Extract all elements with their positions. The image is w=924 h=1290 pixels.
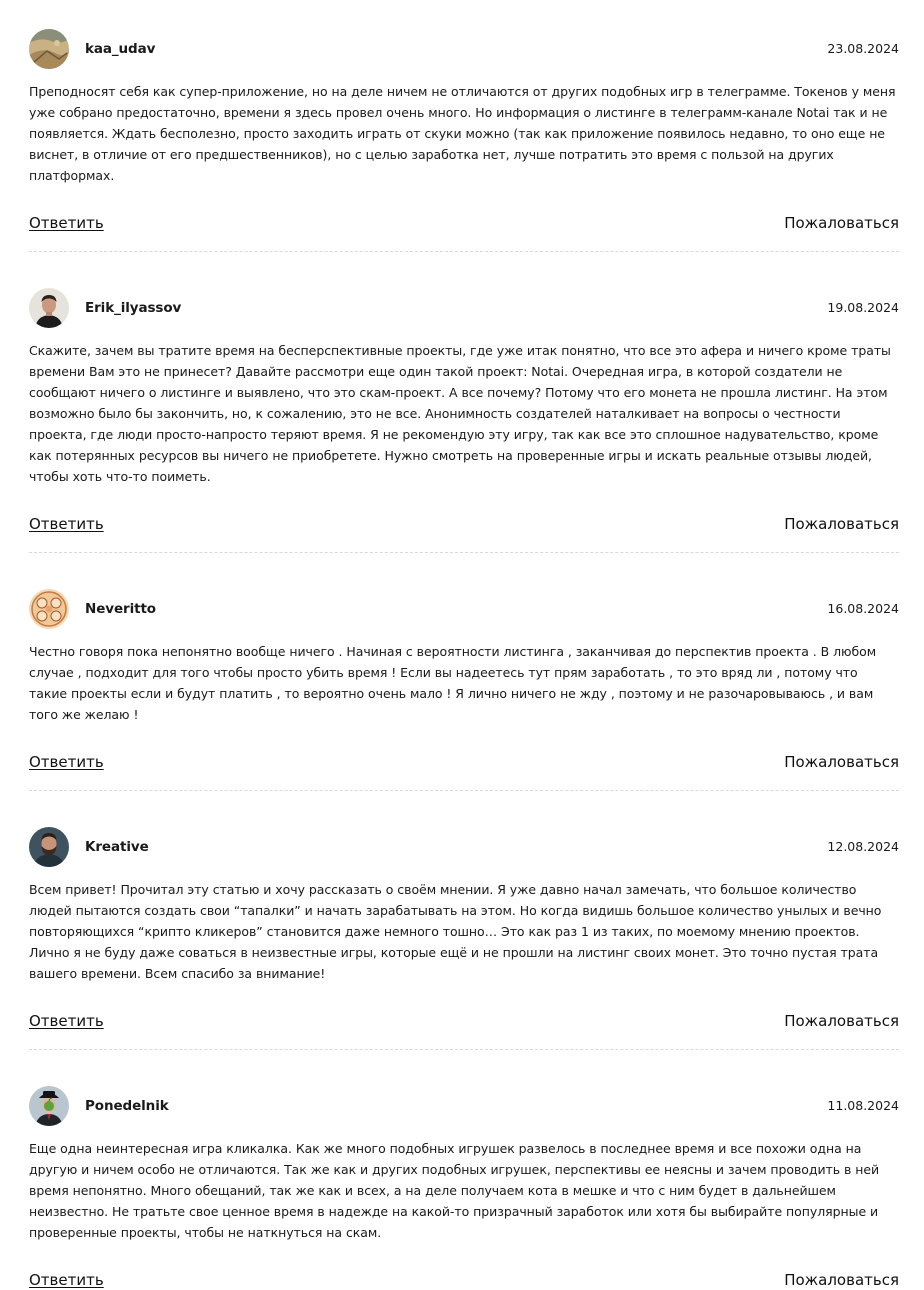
comment-text: Еще одна неинтересная игра кликалка. Как же много подобных игрушек развелось в последнее время и все похожи одна на другую и ничем особо не отличаются. Так же как и других подобных игрушек, перспективы ее неясны и зачем проводить в ней время непонятно. Много обещаний, так же как и всех, а на деле получаем кота в мешке и что с ним будет в дальнейшем неизвестно. Не тратьте свое ценное время в надежде на какой-то призрачный заработок или хотя бы выбирайте популярные и проверенные проекты, чтобы не наткнуться на скам. — [29, 1141, 880, 1240]
username: kaa_udav — [85, 41, 156, 57]
username: Kreative — [85, 839, 149, 855]
comment-date: 16.08.2024 — [827, 601, 899, 616]
comment-actions — [29, 752, 899, 772]
user-avatar[interactable] — [29, 29, 69, 69]
username: Ponedelnik — [85, 1098, 169, 1114]
user-avatar[interactable] — [29, 288, 69, 328]
comment-date: 12.08.2024 — [827, 839, 899, 854]
comment-actions — [29, 213, 899, 233]
comment-actions — [29, 1011, 899, 1031]
cartoon-faces-avatar-icon — [29, 589, 69, 629]
comment-header — [29, 589, 899, 629]
comment-text: Честно говоря пока непонятно вообще ничего . Начиная с вероятности листинга , заканчивая до перспектив проекта . В любом случае , подходит для того чтобы просто убить время ! Если вы надеетесь тут прям заработать , то это вряд ли , потому что такие проекты если и будут платить , то вероятно очень мало ! Я лично ничего не жду , поэтому и не разочаровываюсь , и вам того же желаю ! — [29, 644, 877, 722]
comment-header — [29, 827, 899, 867]
apple-face-man-avatar-icon — [29, 1086, 69, 1126]
comment-date: 23.08.2024 — [827, 41, 899, 56]
report-link[interactable]: Пожаловаться — [784, 1012, 899, 1030]
comment-date: 11.08.2024 — [827, 1098, 899, 1113]
comment-item — [29, 791, 899, 1050]
comment-item — [29, 252, 899, 553]
comment-header — [29, 288, 899, 328]
user-avatar[interactable] — [29, 589, 69, 629]
username: Neveritto — [85, 601, 156, 617]
comment-actions — [29, 1270, 899, 1290]
report-link[interactable]: Пожаловаться — [784, 1271, 899, 1289]
comment-text: Скажите, зачем вы тратите время на бесперспективные проекты, где уже итак понятно, что все это афера и ничего кроме траты времени Вам это не принесет? Давайте рассмотри еще один такой проект: Notai. Очередная игра, в которой создатели не сообщают ничего о листинге и выявлено, что это скам-проект. А все почему? Потому что его монета не прошла листинг. На этом возможно было бы закончить, но, к сожалению, это не все. Анонимность создателей наталкивает на вопросы о честности проекта, где люди просто-напросто теряют время. Я не рекомендую эту игру, так как все это сплошное надувательство, кроме как потерянных ресурсов вы ничего не приобретете. Нужно смотреть на проверенные игры и искать реальные отзывы людей, чтобы хоть что-то поиметь. — [29, 343, 891, 484]
report-link[interactable]: Пожаловаться — [784, 753, 899, 771]
comment-item — [29, 553, 899, 791]
comment-date: 19.08.2024 — [827, 300, 899, 315]
reply-link[interactable]: Ответить — [29, 1012, 104, 1030]
reply-link[interactable]: Ответить — [29, 214, 104, 232]
user-avatar[interactable] — [29, 827, 69, 867]
comment-text: Всем привет! Прочитал эту статью и хочу рассказать о своём мнении. Я уже давно начал замечать, что большое количество людей пытаются создать свои “тапалки” и начать зарабатывать на этом. Но когда видишь большое количество унылых и вечно повторяющихся “крипто кликеров” становится даже немного тошно… Это как раз 1 из таких, по моемому мнению проектов. Лично я не буду даже соваться в неизвестные игры, которые ещё и не прошли на листинг своих монет. Это точно пустая трата вашего времени. Всем спасибо за внимание! — [29, 882, 882, 981]
comment-actions — [29, 514, 899, 534]
man-portrait-avatar-icon — [29, 288, 69, 328]
report-link[interactable]: Пожаловаться — [784, 515, 899, 533]
user-avatar[interactable] — [29, 1086, 69, 1126]
reply-link[interactable]: Ответить — [29, 1271, 104, 1289]
reply-link[interactable]: Ответить — [29, 753, 104, 771]
comment-item — [29, 1050, 899, 1290]
report-link[interactable]: Пожаловаться — [784, 214, 899, 232]
bearded-man-avatar-icon — [29, 827, 69, 867]
comment-text: Преподносят себя как супер-приложение, но на деле ничем не отличаются от других подобных игр в телеграмме. Токенов у меня уже собрано предостаточно, времени я здесь провел очень много. Но информация о листинге в телеграмм-канале Notai так и не появляется. Ждать бесполезно, просто заходить играть от скуки можно (так как приложение появилось недавно, то оно еще не виснет, в отличие от его предшественников), но с целью заработка нет, лучше потратить это время с пользой на других платформах. — [29, 84, 896, 183]
comment-header — [29, 1086, 899, 1126]
username: Erik_ilyassov — [85, 300, 182, 316]
comment-header — [29, 29, 899, 69]
comment-item — [29, 0, 899, 252]
comments-list — [29, 0, 899, 1290]
reply-link[interactable]: Ответить — [29, 515, 104, 533]
landscape-photo-avatar-icon — [29, 29, 69, 69]
